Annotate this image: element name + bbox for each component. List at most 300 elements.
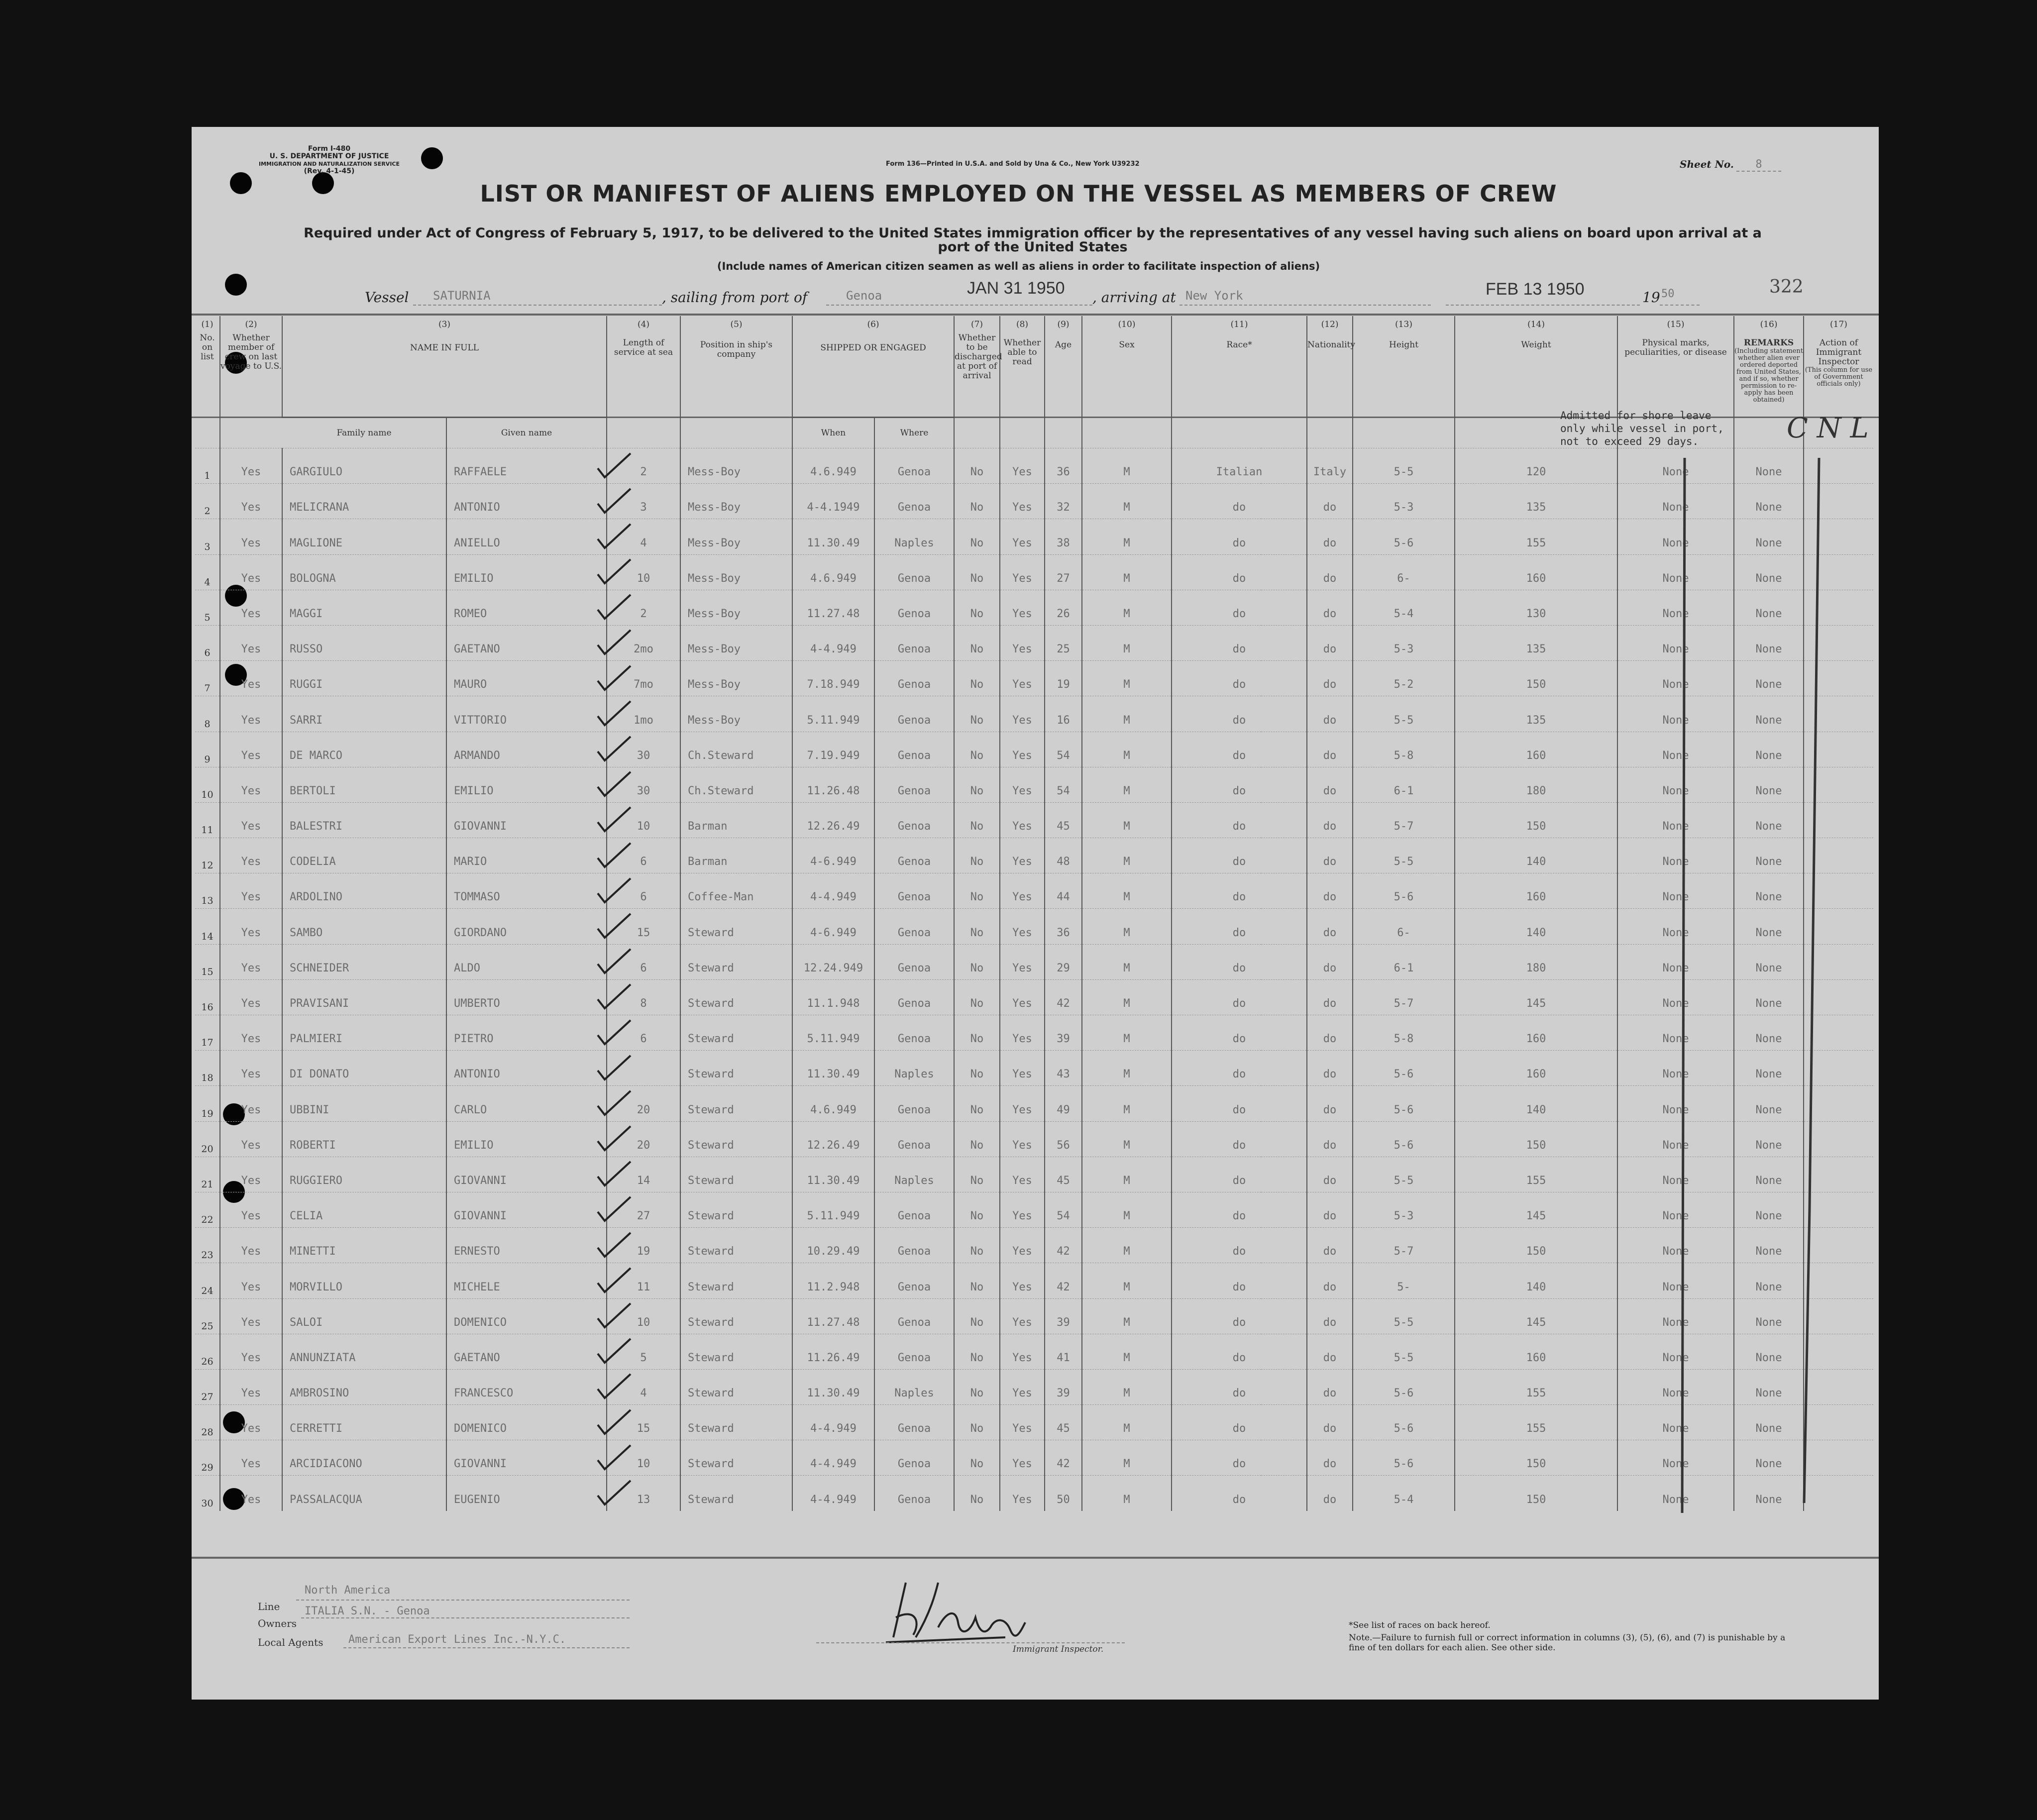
- given-name-cell: ANTONIO: [446, 1051, 607, 1086]
- discharge-cell: No: [954, 1157, 1000, 1192]
- shipped-when-cell: 11.26.48: [792, 767, 874, 802]
- sex-cell: M: [1082, 1298, 1172, 1334]
- shipped-when-cell: 4-4.1949: [792, 484, 874, 519]
- physical-marks-cell: None: [1617, 979, 1734, 1015]
- physical-marks-cell: None: [1617, 1369, 1734, 1404]
- discharge-cell: No: [954, 802, 1000, 838]
- nationality-cell: do: [1307, 1228, 1353, 1263]
- remarks-cell: None: [1734, 1298, 1804, 1334]
- shipped-when-cell: 11.30.49: [792, 519, 874, 554]
- check-mark: [596, 451, 636, 481]
- service-length-cell: 10: [607, 1440, 680, 1476]
- remarks-cell: None: [1734, 696, 1804, 732]
- service-length-cell: 10: [607, 554, 680, 590]
- given-name-cell: GAETANO: [446, 1334, 607, 1369]
- family-name-cell: CELIA: [282, 1192, 446, 1227]
- col-remarks-header: (16) REMARKS (Including statement whether alien ever ordered deported from United States, and if so, whether permission to re-apply has been obtained): [1734, 316, 1804, 448]
- nationality-cell: do: [1307, 519, 1353, 554]
- discharge-cell: No: [954, 1334, 1000, 1369]
- weight-cell: 135: [1455, 484, 1617, 519]
- physical-marks-cell: None: [1617, 519, 1734, 554]
- physical-marks-cell: None: [1617, 1192, 1734, 1227]
- row-number: 16: [195, 979, 220, 1015]
- check-mark: [596, 982, 636, 1012]
- check-mark: [596, 876, 636, 906]
- weight-cell: 140: [1455, 909, 1617, 944]
- given-name-cell: DOMENICO: [446, 1405, 607, 1440]
- races-note: *See list of races on back hereof.: [1349, 1620, 1491, 1630]
- given-name-cell: ANIELLO: [446, 519, 607, 554]
- shipped-when-cell: 4-4.949: [792, 1476, 874, 1511]
- given-name-cell: MICHELE: [446, 1263, 607, 1298]
- discharge-cell: No: [954, 1121, 1000, 1157]
- shipped-when-cell: 12.26.49: [792, 802, 874, 838]
- shipped-where-cell: Genoa: [874, 1476, 954, 1511]
- age-cell: 48: [1045, 838, 1082, 873]
- nationality-cell: do: [1307, 484, 1353, 519]
- remarks-cell: None: [1734, 590, 1804, 625]
- family-name-cell: MORVILLO: [282, 1263, 446, 1298]
- family-name-header: Family name: [282, 418, 446, 448]
- age-cell: 45: [1045, 802, 1082, 838]
- position-cell: Mess-Boy: [680, 590, 792, 625]
- sex-cell: M: [1082, 625, 1172, 660]
- able-to-read-cell: Yes: [1000, 732, 1045, 767]
- page-number: 322: [1769, 277, 1804, 297]
- given-name-cell: CARLO: [446, 1086, 607, 1121]
- remarks-cell: None: [1734, 1263, 1804, 1298]
- service-length-cell: 2: [607, 590, 680, 625]
- col-race-header: (11) Race*: [1172, 316, 1307, 448]
- position-cell: Steward: [680, 1476, 792, 1511]
- discharge-cell: No: [954, 1369, 1000, 1404]
- remarks-cell: None: [1734, 1015, 1804, 1051]
- family-name-cell: BALESTRI: [282, 802, 446, 838]
- last-voyage-cell: Yes: [220, 802, 282, 838]
- position-cell: Steward: [680, 1263, 792, 1298]
- sex-cell: M: [1082, 484, 1172, 519]
- row-number: 15: [195, 944, 220, 979]
- physical-marks-cell: None: [1617, 802, 1734, 838]
- age-cell: 42: [1045, 1263, 1082, 1298]
- height-cell: 5-7: [1353, 979, 1455, 1015]
- shipped-when-cell: 4-4.949: [792, 1440, 874, 1476]
- when-header: When: [792, 418, 874, 448]
- penalty-note: Note.—Failure to furnish full or correct information in columns (3), (5), (6), and (7) is punishable by a fine of ten dollars for each alien. See other side.: [1349, 1633, 1786, 1653]
- age-cell: 41: [1045, 1334, 1082, 1369]
- last-voyage-cell: Yes: [220, 1086, 282, 1121]
- last-voyage-cell: Yes: [220, 625, 282, 660]
- weight-cell: 140: [1455, 1263, 1617, 1298]
- remarks-cell: None: [1734, 1121, 1804, 1157]
- shipped-where-cell: Genoa: [874, 1086, 954, 1121]
- age-cell: 49: [1045, 1086, 1082, 1121]
- race-cell: do: [1172, 554, 1307, 590]
- height-cell: 5-5: [1353, 1334, 1455, 1369]
- height-cell: 6-: [1353, 909, 1455, 944]
- last-voyage-cell: Yes: [220, 909, 282, 944]
- weight-cell: 140: [1455, 1086, 1617, 1121]
- remarks-cell: None: [1734, 448, 1804, 484]
- family-name-cell: RUSSO: [282, 625, 446, 660]
- col-nationality-header: (12) Nationality: [1307, 316, 1353, 448]
- col-discharge-header: (7) Whether to be discharged at port of arrival: [954, 316, 1000, 448]
- shipped-when-cell: 12.26.49: [792, 1121, 874, 1157]
- given-name-cell: EMILIO: [446, 554, 607, 590]
- height-cell: 5-4: [1353, 1476, 1455, 1511]
- last-voyage-cell: Yes: [220, 554, 282, 590]
- age-cell: 42: [1045, 979, 1082, 1015]
- given-name-cell: EMILIO: [446, 767, 607, 802]
- discharge-cell: No: [954, 661, 1000, 696]
- able-to-read-cell: Yes: [1000, 838, 1045, 873]
- discharge-cell: No: [954, 838, 1000, 873]
- line-underline: [296, 1600, 630, 1601]
- service-length-cell: 30: [607, 767, 680, 802]
- row-number: 22: [195, 1192, 220, 1227]
- position-cell: Steward: [680, 979, 792, 1015]
- family-name-cell: ANNUNZIATA: [282, 1334, 446, 1369]
- weight-cell: 150: [1455, 1476, 1617, 1511]
- physical-marks-cell: None: [1617, 909, 1734, 944]
- check-mark: [596, 912, 636, 942]
- race-cell: do: [1172, 909, 1307, 944]
- height-cell: 5-6: [1353, 1121, 1455, 1157]
- row-number: 21: [195, 1157, 220, 1192]
- remarks-cell: None: [1734, 1157, 1804, 1192]
- shipped-when-cell: 5.11.949: [792, 1192, 874, 1227]
- height-cell: 5-: [1353, 1263, 1455, 1298]
- height-cell: 5-6: [1353, 1440, 1455, 1476]
- physical-marks-cell: None: [1617, 661, 1734, 696]
- row-number: 9: [195, 732, 220, 767]
- family-name-cell: SAMBO: [282, 909, 446, 944]
- row-number: 18: [195, 1051, 220, 1086]
- shipped-where-cell: Genoa: [874, 1440, 954, 1476]
- position-cell: Mess-Boy: [680, 554, 792, 590]
- sex-cell: M: [1082, 909, 1172, 944]
- race-cell: do: [1172, 873, 1307, 909]
- row-number: 2: [195, 484, 220, 519]
- discharge-cell: No: [954, 732, 1000, 767]
- service-length-cell: 30: [607, 732, 680, 767]
- nationality-cell: do: [1307, 979, 1353, 1015]
- family-name-cell: AMBROSINO: [282, 1369, 446, 1404]
- check-mark: [596, 1124, 636, 1154]
- service-length-cell: 15: [607, 909, 680, 944]
- height-cell: 6-: [1353, 554, 1455, 590]
- service-length-cell: 5: [607, 1334, 680, 1369]
- last-voyage-cell: Yes: [220, 1121, 282, 1157]
- able-to-read-cell: Yes: [1000, 625, 1045, 660]
- weight-cell: 120: [1455, 448, 1617, 484]
- given-name-cell: ERNESTO: [446, 1228, 607, 1263]
- given-name-cell: GIOVANNI: [446, 1157, 607, 1192]
- age-cell: 42: [1045, 1440, 1082, 1476]
- service-length-cell: 6: [607, 873, 680, 909]
- given-name-cell: GIOVANNI: [446, 1192, 607, 1227]
- family-name-cell: SARRI: [282, 696, 446, 732]
- shipped-where-cell: Genoa: [874, 661, 954, 696]
- remarks-cell: None: [1734, 1086, 1804, 1121]
- last-voyage-cell: Yes: [220, 1263, 282, 1298]
- shipped-where-cell: Genoa: [874, 909, 954, 944]
- row-number: 20: [195, 1121, 220, 1157]
- nationality-cell: do: [1307, 554, 1353, 590]
- position-cell: Ch.Steward: [680, 732, 792, 767]
- service-length-cell: 3: [607, 484, 680, 519]
- printer-note: Form 136—Printed in U.S.A. and Sold by Una & Co., New York U39232: [886, 160, 1140, 168]
- discharge-cell: No: [954, 448, 1000, 484]
- race-cell: do: [1172, 661, 1307, 696]
- age-cell: 42: [1045, 1228, 1082, 1263]
- age-cell: 54: [1045, 732, 1082, 767]
- sex-cell: M: [1082, 767, 1172, 802]
- able-to-read-cell: Yes: [1000, 1086, 1045, 1121]
- shipped-when-cell: 5.11.949: [792, 696, 874, 732]
- race-cell: do: [1172, 1369, 1307, 1404]
- service-length-cell: 7mo: [607, 661, 680, 696]
- discharge-cell: No: [954, 625, 1000, 660]
- height-cell: 5-6: [1353, 1051, 1455, 1086]
- where-header: Where: [874, 418, 954, 448]
- physical-marks-cell: None: [1617, 1228, 1734, 1263]
- given-name-cell: FRANCESCO: [446, 1369, 607, 1404]
- row-number: 1: [195, 448, 220, 484]
- check-mark: [596, 1195, 636, 1225]
- year-suffix: 50: [1661, 288, 1675, 300]
- position-cell: Mess-Boy: [680, 448, 792, 484]
- check-mark: [596, 770, 636, 800]
- age-cell: 45: [1045, 1157, 1082, 1192]
- shipped-when-cell: 4-4.949: [792, 625, 874, 660]
- sex-cell: M: [1082, 661, 1172, 696]
- family-name-cell: MINETTI: [282, 1228, 446, 1263]
- given-name-cell: GIORDANO: [446, 909, 607, 944]
- shipped-where-cell: Genoa: [874, 1405, 954, 1440]
- shipped-where-cell: Genoa: [874, 484, 954, 519]
- remarks-cell: None: [1734, 625, 1804, 660]
- row-number: 30: [195, 1476, 220, 1511]
- last-voyage-cell: Yes: [220, 1369, 282, 1404]
- physical-marks-cell: None: [1617, 873, 1734, 909]
- remarks-cell: None: [1734, 1192, 1804, 1227]
- shipped-where-cell: Genoa: [874, 838, 954, 873]
- remarks-cell: None: [1734, 732, 1804, 767]
- sex-cell: M: [1082, 1334, 1172, 1369]
- agents-label: Local Agents: [258, 1636, 323, 1648]
- able-to-read-cell: Yes: [1000, 1334, 1045, 1369]
- service-length-cell: 8: [607, 979, 680, 1015]
- check-mark: [596, 1266, 636, 1296]
- remarks-cell: None: [1734, 661, 1804, 696]
- able-to-read-cell: Yes: [1000, 554, 1045, 590]
- shipped-when-cell: 11.27.48: [792, 1298, 874, 1334]
- race-cell: do: [1172, 1086, 1307, 1121]
- discharge-cell: No: [954, 767, 1000, 802]
- col-read-header: (8) Whether able to read: [1000, 316, 1045, 448]
- sex-cell: M: [1082, 1263, 1172, 1298]
- shipped-where-cell: Genoa: [874, 944, 954, 979]
- position-cell: Steward: [680, 1015, 792, 1051]
- nationality-cell: do: [1307, 696, 1353, 732]
- physical-marks-cell: None: [1617, 1086, 1734, 1121]
- nationality-cell: do: [1307, 1051, 1353, 1086]
- family-name-cell: PRAVISANI: [282, 979, 446, 1015]
- sex-cell: M: [1082, 944, 1172, 979]
- position-cell: Mess-Boy: [680, 484, 792, 519]
- sex-cell: M: [1082, 1440, 1172, 1476]
- shipped-when-cell: 4-6.949: [792, 838, 874, 873]
- sex-cell: M: [1082, 448, 1172, 484]
- service-length-cell: 6: [607, 1015, 680, 1051]
- height-cell: 5-6: [1353, 1369, 1455, 1404]
- shipped-where-cell: Genoa: [874, 1192, 954, 1227]
- height-cell: 5-8: [1353, 732, 1455, 767]
- family-name-cell: SALOI: [282, 1298, 446, 1334]
- sex-cell: M: [1082, 696, 1172, 732]
- given-name-cell: UMBERTO: [446, 979, 607, 1015]
- last-voyage-cell: Yes: [220, 838, 282, 873]
- nationality-cell: Italy: [1307, 448, 1353, 484]
- family-name-cell: RUGGI: [282, 661, 446, 696]
- owners-value: ITALIA S.N. - Genoa: [305, 1605, 430, 1617]
- discharge-cell: No: [954, 1298, 1000, 1334]
- discharge-cell: No: [954, 944, 1000, 979]
- port-of-departure: Genoa: [846, 289, 882, 303]
- last-voyage-cell: Yes: [220, 590, 282, 625]
- discharge-cell: No: [954, 484, 1000, 519]
- nationality-cell: do: [1307, 1157, 1353, 1192]
- check-mark: [596, 841, 636, 871]
- form-number: Form I-480: [308, 145, 351, 153]
- able-to-read-cell: Yes: [1000, 1298, 1045, 1334]
- race-cell: do: [1172, 1228, 1307, 1263]
- able-to-read-cell: Yes: [1000, 767, 1045, 802]
- physical-marks-cell: None: [1617, 554, 1734, 590]
- age-cell: 16: [1045, 696, 1082, 732]
- race-cell: do: [1172, 838, 1307, 873]
- race-cell: do: [1172, 1192, 1307, 1227]
- shipped-when-cell: 4.6.949: [792, 554, 874, 590]
- given-name-cell: PIETRO: [446, 1015, 607, 1051]
- check-mark: [596, 699, 636, 729]
- nationality-cell: do: [1307, 1298, 1353, 1334]
- remarks-cell: None: [1734, 1369, 1804, 1404]
- discharge-cell: No: [954, 554, 1000, 590]
- check-mark: [596, 1301, 636, 1331]
- sex-cell: M: [1082, 1369, 1172, 1404]
- given-name-cell: GIOVANNI: [446, 1440, 607, 1476]
- shipped-where-cell: Genoa: [874, 625, 954, 660]
- shipped-where-cell: Genoa: [874, 1298, 954, 1334]
- physical-marks-cell: None: [1617, 590, 1734, 625]
- height-cell: 5-5: [1353, 1298, 1455, 1334]
- sex-cell: M: [1082, 979, 1172, 1015]
- able-to-read-cell: Yes: [1000, 590, 1045, 625]
- weight-cell: 150: [1455, 1121, 1617, 1157]
- family-name-cell: PASSALACQUA: [282, 1476, 446, 1511]
- shipped-when-cell: 11.30.49: [792, 1369, 874, 1404]
- last-voyage-cell: Yes: [220, 732, 282, 767]
- row-number: 23: [195, 1228, 220, 1263]
- shipped-where-cell: Genoa: [874, 767, 954, 802]
- row-number: 10: [195, 767, 220, 802]
- sex-cell: M: [1082, 838, 1172, 873]
- row-number: 17: [195, 1015, 220, 1051]
- physical-marks-cell: None: [1617, 1015, 1734, 1051]
- service-length-cell: 13: [607, 1476, 680, 1511]
- age-cell: 43: [1045, 1051, 1082, 1086]
- col-no-header: (1) No. on list: [200, 320, 215, 362]
- given-name-cell: ROMEO: [446, 590, 607, 625]
- include-note: (Include names of American citizen seamen as well as aliens in order to facilitate inspection of aliens): [717, 260, 1320, 272]
- remarks-cell: None: [1734, 802, 1804, 838]
- age-cell: 32: [1045, 484, 1082, 519]
- position-cell: Steward: [680, 1405, 792, 1440]
- shipped-where-cell: Genoa: [874, 802, 954, 838]
- able-to-read-cell: Yes: [1000, 1121, 1045, 1157]
- able-to-read-cell: Yes: [1000, 484, 1045, 519]
- service-length-cell: 2: [607, 448, 680, 484]
- last-voyage-cell: Yes: [220, 1157, 282, 1192]
- remarks-cell: None: [1734, 1051, 1804, 1086]
- weight-cell: 150: [1455, 802, 1617, 838]
- discharge-cell: No: [954, 1440, 1000, 1476]
- vessel-label: Vessel: [365, 289, 409, 306]
- age-cell: 39: [1045, 1369, 1082, 1404]
- shipped-when-cell: 12.24.949: [792, 944, 874, 979]
- last-voyage-cell: Yes: [220, 979, 282, 1015]
- nationality-cell: do: [1307, 1086, 1353, 1121]
- able-to-read-cell: Yes: [1000, 1051, 1045, 1086]
- nationality-cell: do: [1307, 838, 1353, 873]
- nationality-cell: do: [1307, 873, 1353, 909]
- line-value: North America: [305, 1584, 391, 1597]
- position-cell: Steward: [680, 1440, 792, 1476]
- service-name: IMMIGRATION AND NATURALIZATION SERVICE: [259, 161, 400, 167]
- shipped-when-cell: 5.11.949: [792, 1015, 874, 1051]
- row-number: 28: [195, 1405, 220, 1440]
- discharge-cell: No: [954, 696, 1000, 732]
- nationality-cell: do: [1307, 1263, 1353, 1298]
- given-name-cell: MARIO: [446, 838, 607, 873]
- position-cell: Steward: [680, 1051, 792, 1086]
- service-length-cell: 11: [607, 1263, 680, 1298]
- sex-cell: M: [1082, 1086, 1172, 1121]
- age-cell: 36: [1045, 909, 1082, 944]
- position-cell: Steward: [680, 1121, 792, 1157]
- sheet-label: Sheet No.: [1680, 158, 1734, 170]
- age-cell: 50: [1045, 1476, 1082, 1511]
- row-number: 12: [195, 838, 220, 873]
- age-cell: 25: [1045, 625, 1082, 660]
- given-name-cell: ARMANDO: [446, 732, 607, 767]
- physical-marks-cell: None: [1617, 1157, 1734, 1192]
- sex-cell: M: [1082, 1157, 1172, 1192]
- shipped-where-cell: Genoa: [874, 1015, 954, 1051]
- check-mark: [596, 487, 636, 517]
- given-name-cell: EMILIO: [446, 1121, 607, 1157]
- weight-cell: 180: [1455, 767, 1617, 802]
- race-cell: do: [1172, 1015, 1307, 1051]
- check-mark: [596, 805, 636, 835]
- position-cell: Ch.Steward: [680, 767, 792, 802]
- age-cell: 38: [1045, 519, 1082, 554]
- able-to-read-cell: Yes: [1000, 519, 1045, 554]
- col-name-header: (3) NAME IN FULL: [282, 316, 607, 418]
- nationality-cell: do: [1307, 590, 1353, 625]
